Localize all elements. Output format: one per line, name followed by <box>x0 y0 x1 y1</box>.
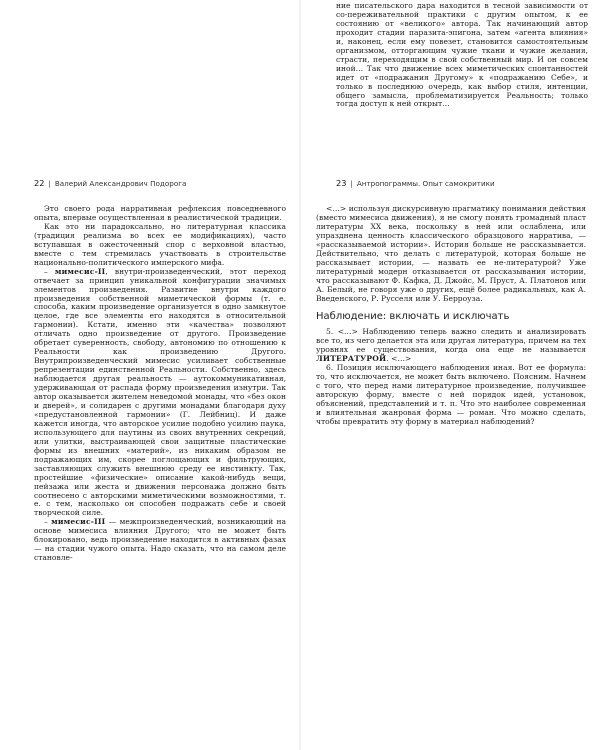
right-page-body <box>316 205 586 427</box>
left-page-body <box>34 205 286 563</box>
left-running-head: Валерий Александрович Подорога <box>54 179 187 188</box>
right-running-head: Антропограммы. Опыт самокритики <box>356 179 495 188</box>
header-separator: | <box>48 179 51 188</box>
item-5-paragraph: 5. <…> Наблюдению теперь важно следить и анализировать все то, из чего делается эта или другая литература, причем на тех уровнях ее существования, когда она еще не называется ЛИТЕРАТУРОЙ. <…> <box>316 327 586 364</box>
right-page-number: 23 <box>336 178 347 188</box>
right-page-top-text <box>336 2 588 109</box>
header-separator: | <box>350 179 353 188</box>
left-page-number: 22 <box>34 178 45 188</box>
paragraph: Как это ни парадоксально, но литературная классика (традиция реализма во всех ее модификациях), часто вступавшая в ожесточенный спор с верховной властью, вместе с тем стремилась участвовать в строительстве национально-политического имперского мифа. <box>34 221 286 267</box>
paragraph: ние писательского дара находится в тесной зависимости от со-переживательной практики с другим опытом, к ее состоянию от «великого» автора. Так начинающий автор проходит стадии паразита-эпигона, затем «агента влияния» и, наконец, если ему повезет, становится самостоятельным организмом, отторгающим чужие ткани и чужие желания, страсти, переходящим в свой собственный мир. И он совсем иной… Так что движение всех миметических спонтанностей идет от «подражания Другому» к «подражанию Себе», и только в последнюю очередь, как выбор стиля, интенции, общего замысла, проблематизируется Реальность; только тогда доступ к ней открыт… <box>336 1 588 109</box>
mimesis-2-paragraph: – мимесис-II, внутри-произведенческий, этот переход отвечает за принцип уникальной конфигурации значимых элементов произведения. Развитие внутри каждого произведения собственной миметической формы (т. е. способа, каким произведение организуется в одно замкнутое целое, где все элементы его находятся в относительной гармонии). Кстати, именно эти «качества» позволяют отличать одно произведение от другого. Произведение обретает суверенность, свободу, автономию по отношению к Реальности как произведению Другого. Внутрипроизведенческий мимесис усиливает собственные репрезентации единственной Реальности. Собственно, здесь наблюдается другая реальность — аутокоммуникативная, удерживающая от распада форму произведения изнутри. Так автор оказывается житeлем неведомой монады, что «без окон и дверей», и солидарен с другими монадами благодаря духу «предустановленной гармонии» (Г. Лейбниц). И даже кажется иногда, что авторское усилие подобно усилию паука, использующего для паутины из своих внутренних секреций, или улитки, выстраивающей свои защитные пластические формы из внешних «материй», из никаким образом не подражающих им, скорее поглощающих и фильтрующих, заставляющих служить внешнюю среду ее инстинкту. Так, простейшие «физические» описание какой-нибудь вещи, пейзажа или жеста и движения персонажа должно быть соотнесено с авторскими миметическими возможностями, т. е. с тем, насколько он способен подражать себе и своей творческой силе. <box>34 266 286 518</box>
left-page-header <box>34 178 186 188</box>
mimesis-2-term: мимесис-II <box>54 266 106 276</box>
literature-term: ЛИТЕРАТУРОЙ <box>316 354 387 364</box>
item-6-paragraph: 6. Позиция исключающего наблюдения иная. Вот ее формула: то, что исключается, не может быть включено. Поясним. Начнем с того, что перед нами литературное произведение, получившее авторскую форму, вместе с ней порядок идей, установок, объяснений, представлений и т. п. Что это наиболее современная и влиятельная жанровая форма — роман. Что можно сделать, чтобы превратить эту форму в материал наблюдений? <box>316 363 586 427</box>
paragraph: Это своего рода нарративная рефлексия повседневного опыта, впервые осуществленная в реалистической традиции. <box>34 204 286 222</box>
paragraph: <…> используя дискурсивную прагматику понимания действия (вместо мимесиса движения), я не смогу понять громадный пласт литературы XX века, поскольку в ней или ослаблена, или упразднена ценность классического образцового нарратива, — «рассказываемой истории». История больше не рассказывается. Действительно, что делать с литературой, которая больше не рассказывает истории, — назвать ее не-литературой? Уже литературный модерн отказывается от рассказывания истории, что рассказывают Ф. Кафка, Д. Джойс, М. Пруст, А. Платонов или А. Белый, не говоря уже о других, ещё более радикальных, как А. Введенского, Р. Русселя или У. Берроуза. <box>316 204 586 303</box>
right-page-header <box>336 178 495 188</box>
mimesis-3-paragraph: – мимесис-III — межпроизведенческий, возникающий на основе мимесиса влияния Другого; что не может быть блокировано, ведь произведение находится в активных фазах — на стадии чужого опыта. Надо сказать, что на самом деле становле- <box>34 517 286 563</box>
section-heading: Наблюдение: включать и исключать <box>316 311 510 323</box>
mimesis-3-term: мимесис-III <box>51 517 106 527</box>
